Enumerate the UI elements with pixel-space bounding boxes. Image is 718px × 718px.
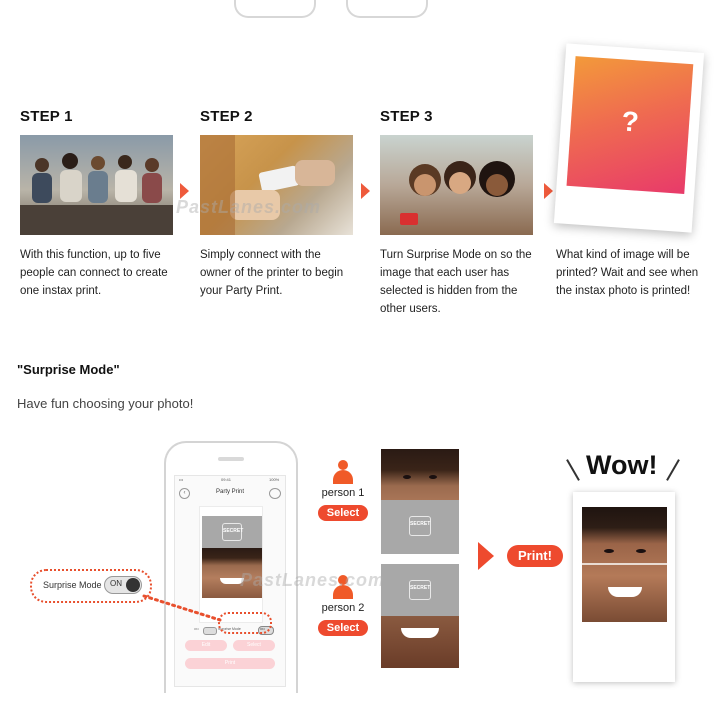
phone-mockup [164, 441, 298, 693]
step-1-line: people can connect to create [20, 267, 168, 279]
back-icon[interactable]: ‹ [179, 488, 190, 499]
surprise-mode-callout [30, 569, 152, 603]
small-toggle-label: Surprise Mode [218, 627, 241, 631]
step-arrow-icon [544, 183, 553, 199]
step-3-line: Turn Surprise Mode on so the [380, 249, 532, 261]
surprise-mode-toggle[interactable] [104, 576, 142, 594]
phones-connecting-photo [200, 135, 353, 235]
step-3-line: selected is hidden from the [380, 285, 518, 297]
print-button[interactable]: Print! [507, 545, 563, 567]
person-2-secret-mask [381, 564, 459, 616]
toggle-state: ON [110, 579, 122, 588]
step-2-line: Simply connect with the [200, 249, 321, 261]
step-4-text [556, 246, 716, 300]
person-1-select-button[interactable]: Select [318, 505, 368, 521]
status-battery: 100% [269, 477, 280, 482]
print-arrow-icon [478, 542, 494, 570]
step-2-line: owner of the printer to begin [200, 267, 344, 279]
step-4-line: printed? Wait and see when [556, 267, 699, 279]
top-phone-left [234, 0, 316, 18]
watermark: PastLanes.com [176, 197, 322, 217]
secret-text: SECRET [410, 521, 431, 527]
secret-text: SECRET [410, 585, 431, 591]
step-4-line: What kind of image will be [556, 249, 690, 261]
step-1-title: STEP 1 [20, 108, 73, 125]
final-instax-print [573, 492, 675, 682]
step-1-line: With this function, up to five [20, 249, 161, 261]
watermark: PastLanes.com [240, 570, 386, 590]
section-subtitle: Have fun choosing your photo! [17, 396, 194, 411]
friends-selfie-photo [380, 135, 533, 235]
person-1-label: person 1 [321, 487, 365, 499]
step-2-title: STEP 2 [200, 108, 253, 125]
step-3-line: other users. [380, 303, 441, 315]
person-2-select-button[interactable]: Select [318, 620, 368, 636]
wow-label: Wow! [586, 450, 658, 480]
secret-mask [202, 516, 262, 548]
select-pill-button[interactable]: Select [233, 640, 275, 651]
step-3-text [380, 246, 545, 318]
section-title: "Surprise Mode" [17, 362, 120, 377]
print-pill-button[interactable]: Print [185, 658, 275, 669]
secret-icon [409, 580, 431, 600]
secret-icon [222, 523, 242, 541]
mystery-instax-print [554, 43, 704, 232]
person-1-secret-mask [381, 500, 459, 554]
secret-text: SECRET [223, 528, 244, 534]
question-mark: ? [620, 105, 640, 138]
step-1-text [20, 246, 180, 300]
status-signal: ••• [179, 477, 184, 482]
final-face-photo [582, 507, 667, 622]
person-2-label: person 2 [321, 602, 365, 614]
small-toggle-state: ON [260, 627, 265, 631]
step-2-text [200, 246, 365, 300]
step-4-line: the instax photo is printed! [556, 285, 691, 297]
person-1-icon [333, 460, 353, 486]
surprise-mode-label: Surprise Mode [43, 580, 102, 590]
step-3-image [380, 135, 533, 235]
top-phone-right [346, 0, 428, 18]
step-3-line: image that each user has [380, 267, 510, 279]
step-arrow-icon [361, 183, 370, 199]
step-2-image [200, 135, 353, 235]
phone-speaker [218, 457, 244, 461]
toggle-knob [126, 578, 140, 592]
step-3-title: STEP 3 [380, 108, 433, 125]
left-small-toggle-state: ON [194, 627, 199, 631]
step-1-image [20, 135, 173, 235]
friends-group-photo [20, 135, 173, 235]
dotted-connector [140, 592, 230, 632]
status-time: 09:41 [221, 477, 232, 482]
step-2-line: your Party Print. [200, 285, 283, 297]
gradient-photo [567, 56, 694, 194]
secret-icon [409, 516, 431, 536]
wow-burst-left [566, 459, 580, 481]
step-1-line: one instax print. [20, 285, 102, 297]
screen-title: Party Print [215, 489, 244, 495]
wow-burst-right [666, 459, 680, 481]
edit-pill-button[interactable]: Edit [185, 640, 227, 651]
settings-icon[interactable] [269, 488, 281, 499]
